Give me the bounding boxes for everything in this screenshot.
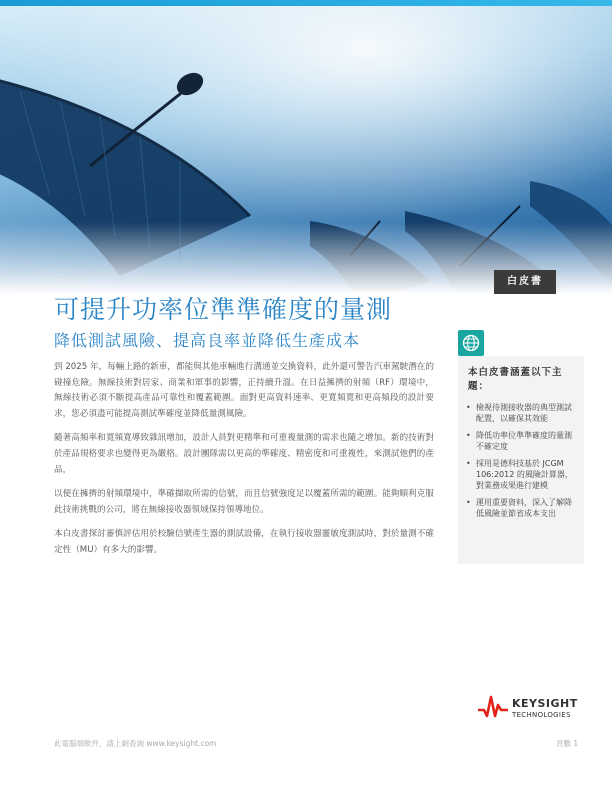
sidebar-title: 本白皮書涵蓋以下主題： [468,367,563,392]
list-item: • 運用重要資料，深入了解降低風險並節省成本支出 [466,497,578,519]
logo-subtitle: TECHNOLOGIES [512,711,571,719]
page-subtitle: 降低測試風險、提高良率並降低生產成本 [54,331,361,350]
list-item: • 降低功率位準準確度的量測不確定度 [466,430,578,452]
keysight-logo [478,694,588,724]
keysight-wave-icon [478,694,508,720]
logo-name: KEYSIGHT [512,697,578,710]
paragraph: 本白皮書探討審慎評估用於校驗信號產生器的測試設備，在執行接收器靈敏度測試時，對於量測不確定性（MU）有多大的影響。 [54,529,434,555]
page-number: 頁數 1 [556,739,579,748]
paragraph: 隨著高頻率和寬頻寬導致雜訊增加，設計人員對更精準和可重複量測的需求也隨之增加。新的技術對於產品規格要求也變得更為嚴格。設計團隊需以更高的準確度、精密度和可重複性，來測試他們的產品， [54,433,434,475]
body-text [54,360,434,568]
globe-icon [458,330,484,356]
whitepaper-badge: 白皮書 [494,270,556,294]
list-item: • 檢視待測接收器的典型測試配置，以確保其效能 [466,402,578,424]
list-item: • 採用是德科技基於 JCGM 106:2012 的風險計算器，對業務成果進行建模 [466,458,578,491]
topics-sidebar [458,356,584,564]
footer-note: 此電腦端軟件，請上網查詢 www.keysight.com [54,739,217,748]
paragraph: 以便在擁擠的射頻環境中，準確擷取所需的信號，而且信號強度足以覆蓋所需的範圍。能夠順利克服此技術挑戰的公司，將在無線接收器領域保持領導地位。 [54,489,434,515]
paragraph: 到 2025 年，每輛上路的新車，都能與其他車輛進行溝通並交換資料，此外還可警告汽車駕駛潛在的碰撞危險。無線技術對居家、商業和軍事的影響，正持續升溫。在日益擁擠的射頻（RF）環境中，無線技術必須不斷提高產品可靠性和覆蓋範圍。面對更高資料速率、更寬頻寬和更高頻段的設計要求，您必須盡可能提高測試準確度並降低量測風險。 [54,362,434,419]
topics-list [466,402,578,525]
page-title: 可提升功率位準準確度的量測 [54,295,393,324]
hero-image-satellite-dishes [0,6,612,294]
